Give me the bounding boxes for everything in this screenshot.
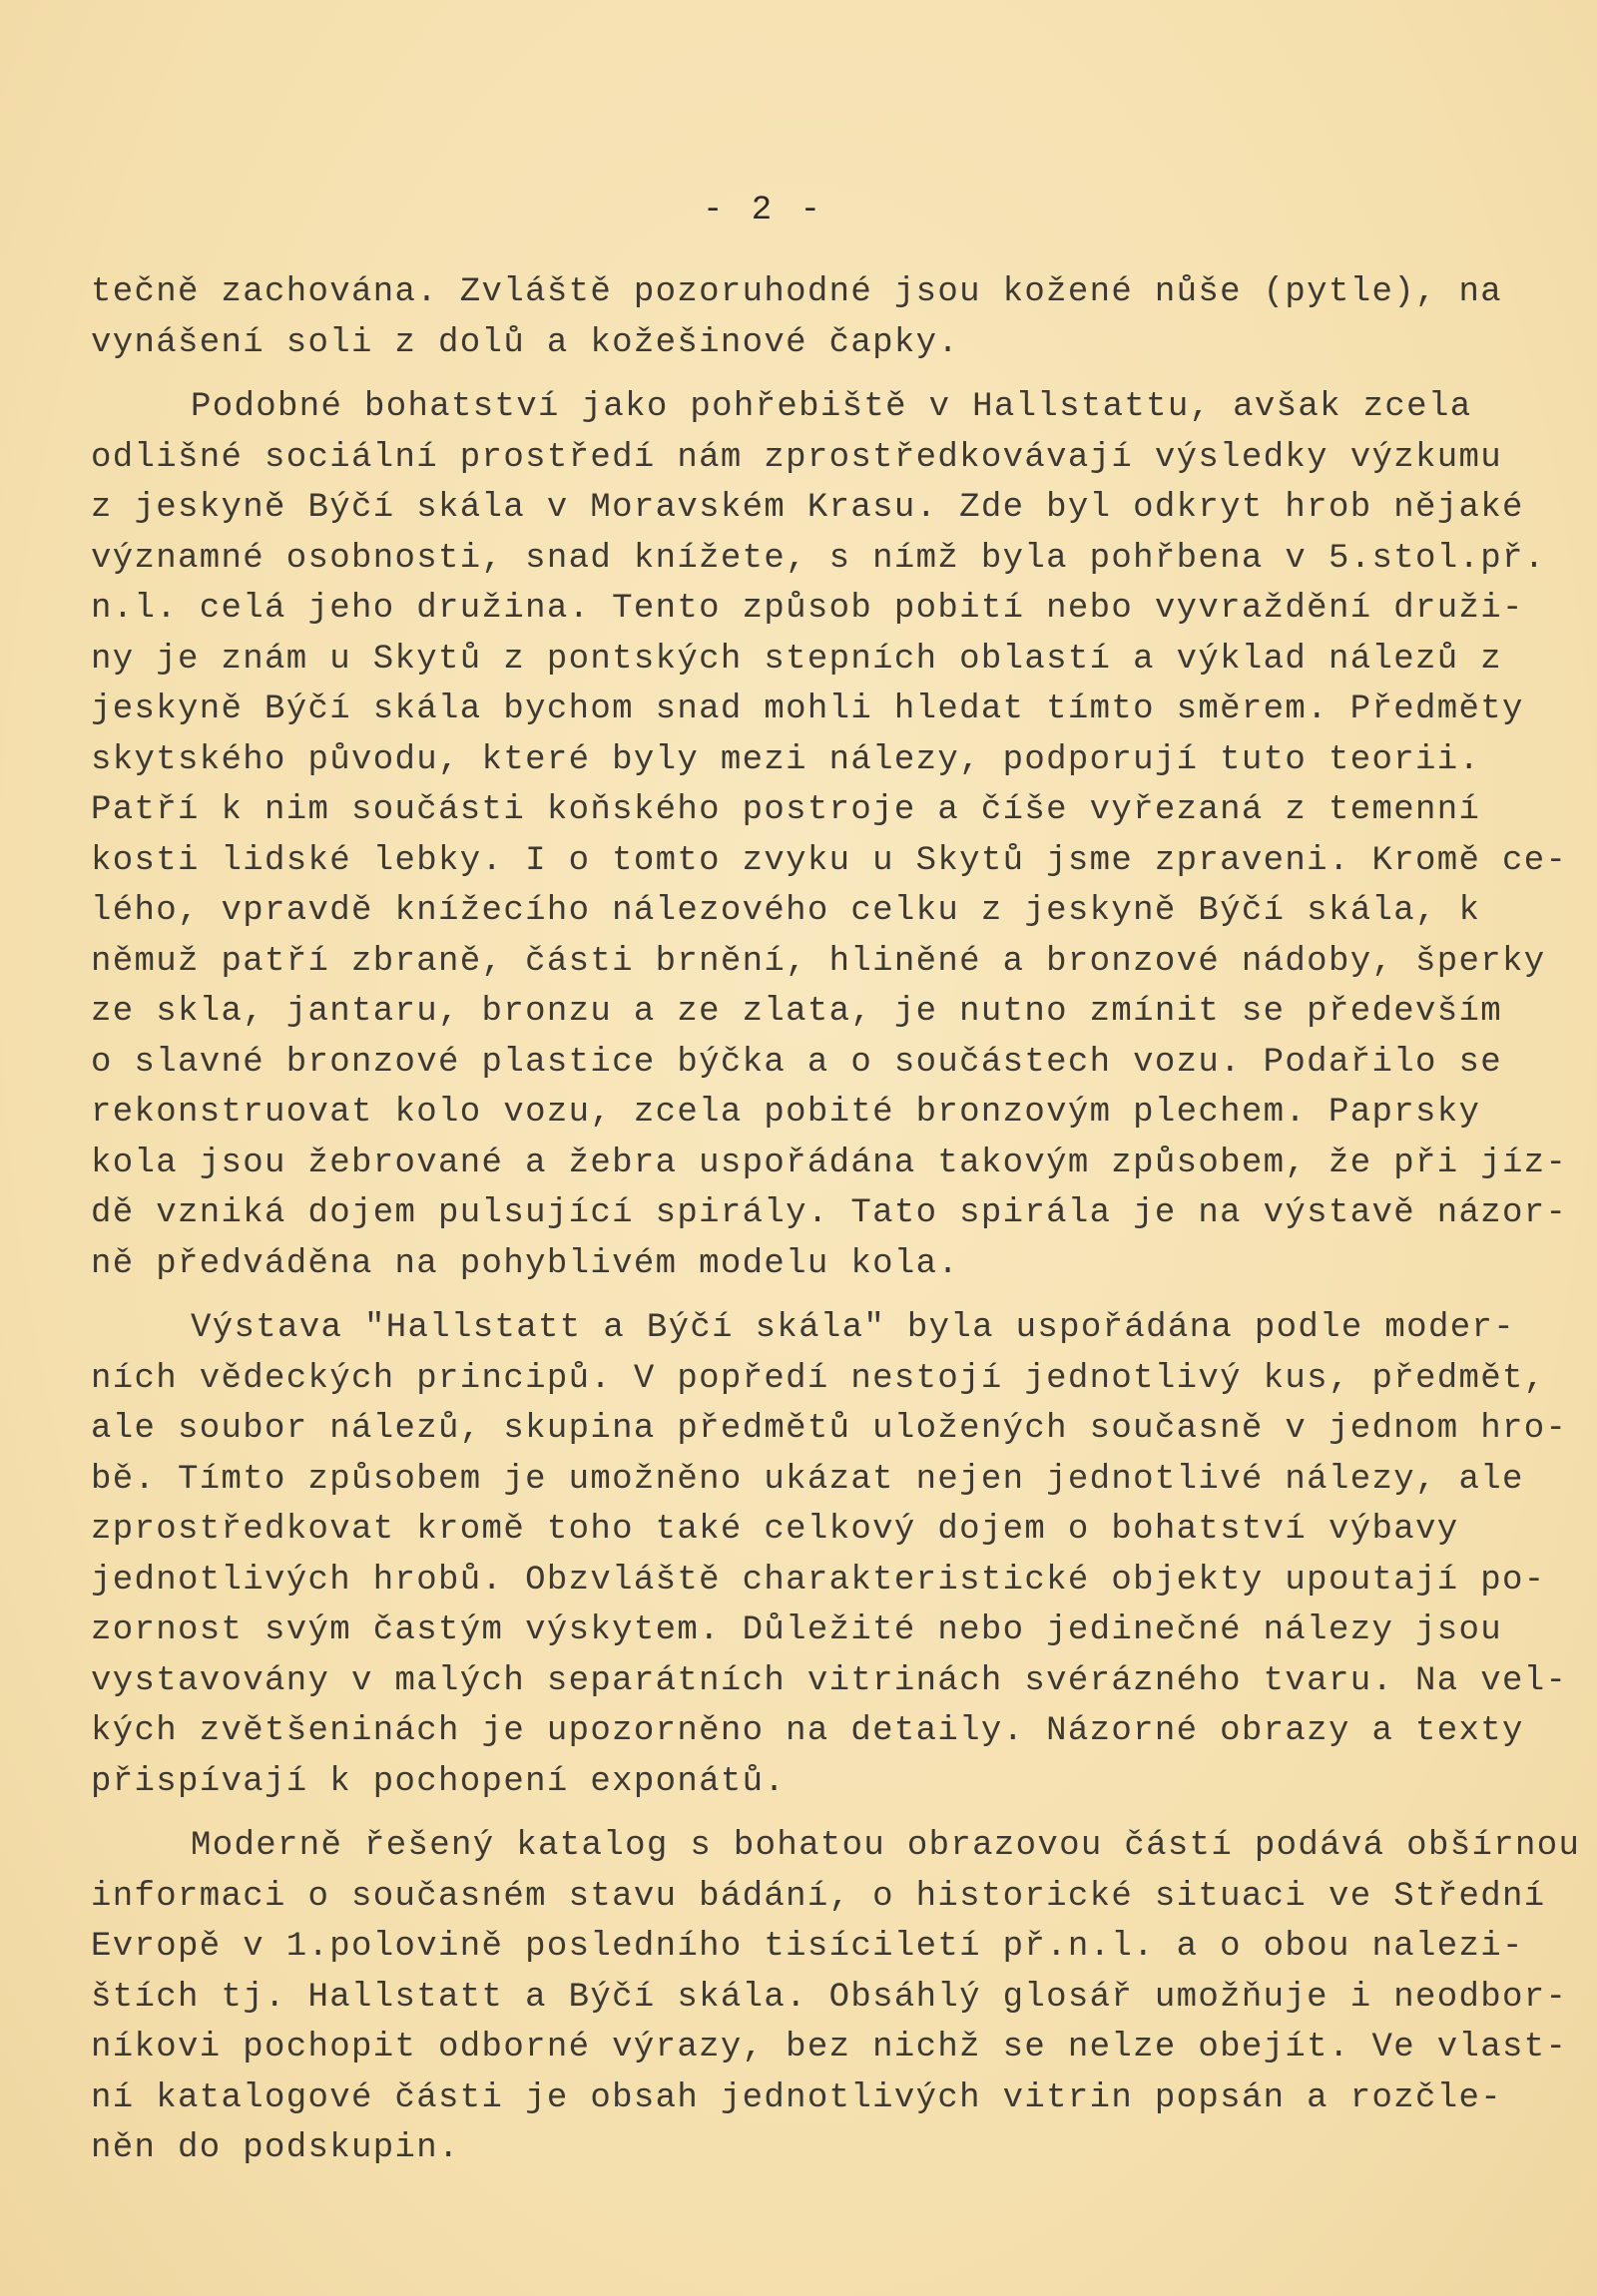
text-line: jednotlivých hrobů. Obzvláště charakteristické objekty upoutají po- (91, 1561, 1546, 1600)
document-body (91, 267, 1581, 2188)
paragraph (91, 382, 1568, 1289)
text-line: jeskyně Býčí skála bychom snad mohli hledat tímto směrem. Předměty (91, 690, 1524, 728)
text-line: skytského původu, které byly mezi nálezy, podporují tuto teorii. (91, 740, 1481, 779)
paragraph (91, 267, 1528, 368)
text-line: zprostředkovat kromě toho také celkový dojem o bohatství výbavy (91, 1511, 1459, 1549)
text-line: Evropě v 1.polovině posledního tisíciletí př.n.l. a o obou nalezi- (91, 1928, 1524, 1966)
text-line: vynášení soli z dolů a kožešinové čapky. (91, 323, 960, 362)
text-line: z jeskyně Býčí skála v Moravském Krasu. Zde byl odkryt hrob nějaké (91, 489, 1524, 527)
text-line: vystavovány v malých separátních vitrinách svérázného tvaru. Na vel- (91, 1661, 1568, 1700)
text-line: o slavné bronzové plastice býčka a o součástech vozu. Podařilo se (91, 1043, 1502, 1082)
text-line: ale soubor nálezů, skupina předmětů uložených současně v jednom hro- (91, 1410, 1568, 1448)
text-line: zornost svým častým výskytem. Důležité nebo jedinečné nálezy jsou (91, 1611, 1502, 1649)
text-line: dě vzniká dojem pulsující spirály. Tato spirála je na výstavě názor- (91, 1194, 1568, 1232)
text-line: ny je znám u Skytů z pontských stepních oblastí a výklad nálezů z (91, 640, 1502, 679)
text-line: Patří k nim součásti koňského postroje a číše vyřezaná z temenní (91, 791, 1481, 829)
text-line: ní katalogové části je obsah jednotlivých vitrin popsán a rozčle- (91, 2078, 1502, 2117)
text-line: tečně zachována. Zvláště pozoruhodné jsou kožené nůše (pytle), na (91, 273, 1502, 311)
text-line: ze skla, jantaru, bronzu a ze zlata, je nutno zmínit se především (91, 993, 1502, 1031)
text-line: Podobné bohatství jako pohřebiště v Hallstattu, avšak zcela (191, 388, 1472, 426)
text-line: ních vědeckých principů. V popředí nestojí jednotlivý kus, předmět, (91, 1359, 1546, 1398)
text-line: něn do podskupin. (91, 2129, 460, 2167)
text-line: němuž patří zbraně, části brnění, hliněné a bronzové nádoby, šperky (91, 942, 1546, 981)
paragraph (91, 1821, 1581, 2174)
text-line: významné osobnosti, snad knížete, s nímž byla pohřbena v 5.stol.př. (91, 539, 1546, 578)
text-line: štích tj. Hallstatt a Býčí skála. Obsáhlý glosář umožňuje i neodbor- (91, 1978, 1568, 2017)
text-line: n.l. celá jeho družina. Tento způsob pobití nebo vyvraždění druži- (91, 590, 1524, 628)
page-number: - 2 - (702, 192, 825, 230)
text-line: Moderně řešený katalog s bohatou obrazovou částí podává obšírnou (191, 1827, 1581, 1865)
text-line: ně předváděna na pohyblivém modelu kola. (91, 1244, 960, 1283)
text-line: rekonstruovat kolo vozu, zcela pobité bronzovým plechem. Paprsky (91, 1094, 1481, 1132)
text-line: lého, vpravdě knížecího nálezového celku z jeskyně Býčí skála, k (91, 892, 1481, 930)
text-line: kých zvětšeninách je upozorněno na detaily. Názorné obrazy a texty (91, 1712, 1524, 1750)
text-line: kola jsou žebrované a žebra uspořádána takovým způsobem, že při jíz- (91, 1144, 1568, 1182)
text-line: přispívají k pochopení exponátů. (91, 1762, 787, 1801)
paragraph (91, 1303, 1568, 1807)
text-line: kosti lidské lebky. I o tomto zvyku u Skytů jsme zpraveni. Kromě ce- (91, 841, 1568, 880)
text-line: bě. Tímto způsobem je umožněno ukázat nejen jednotlivé nálezy, ale (91, 1460, 1524, 1499)
text-line: níkovi pochopit odborné výrazy, bez nichž se nelze obejít. Ve vlast- (91, 2029, 1568, 2066)
text-line: Výstava "Hallstatt a Býčí skála" byla uspořádána podle moder- (191, 1309, 1515, 1347)
text-line: odlišné sociální prostředí nám zprostředkovávají výsledky výzkumu (91, 438, 1502, 477)
text-line: informaci o současném stavu bádání, o historické situaci ve Střední (91, 1877, 1546, 1916)
